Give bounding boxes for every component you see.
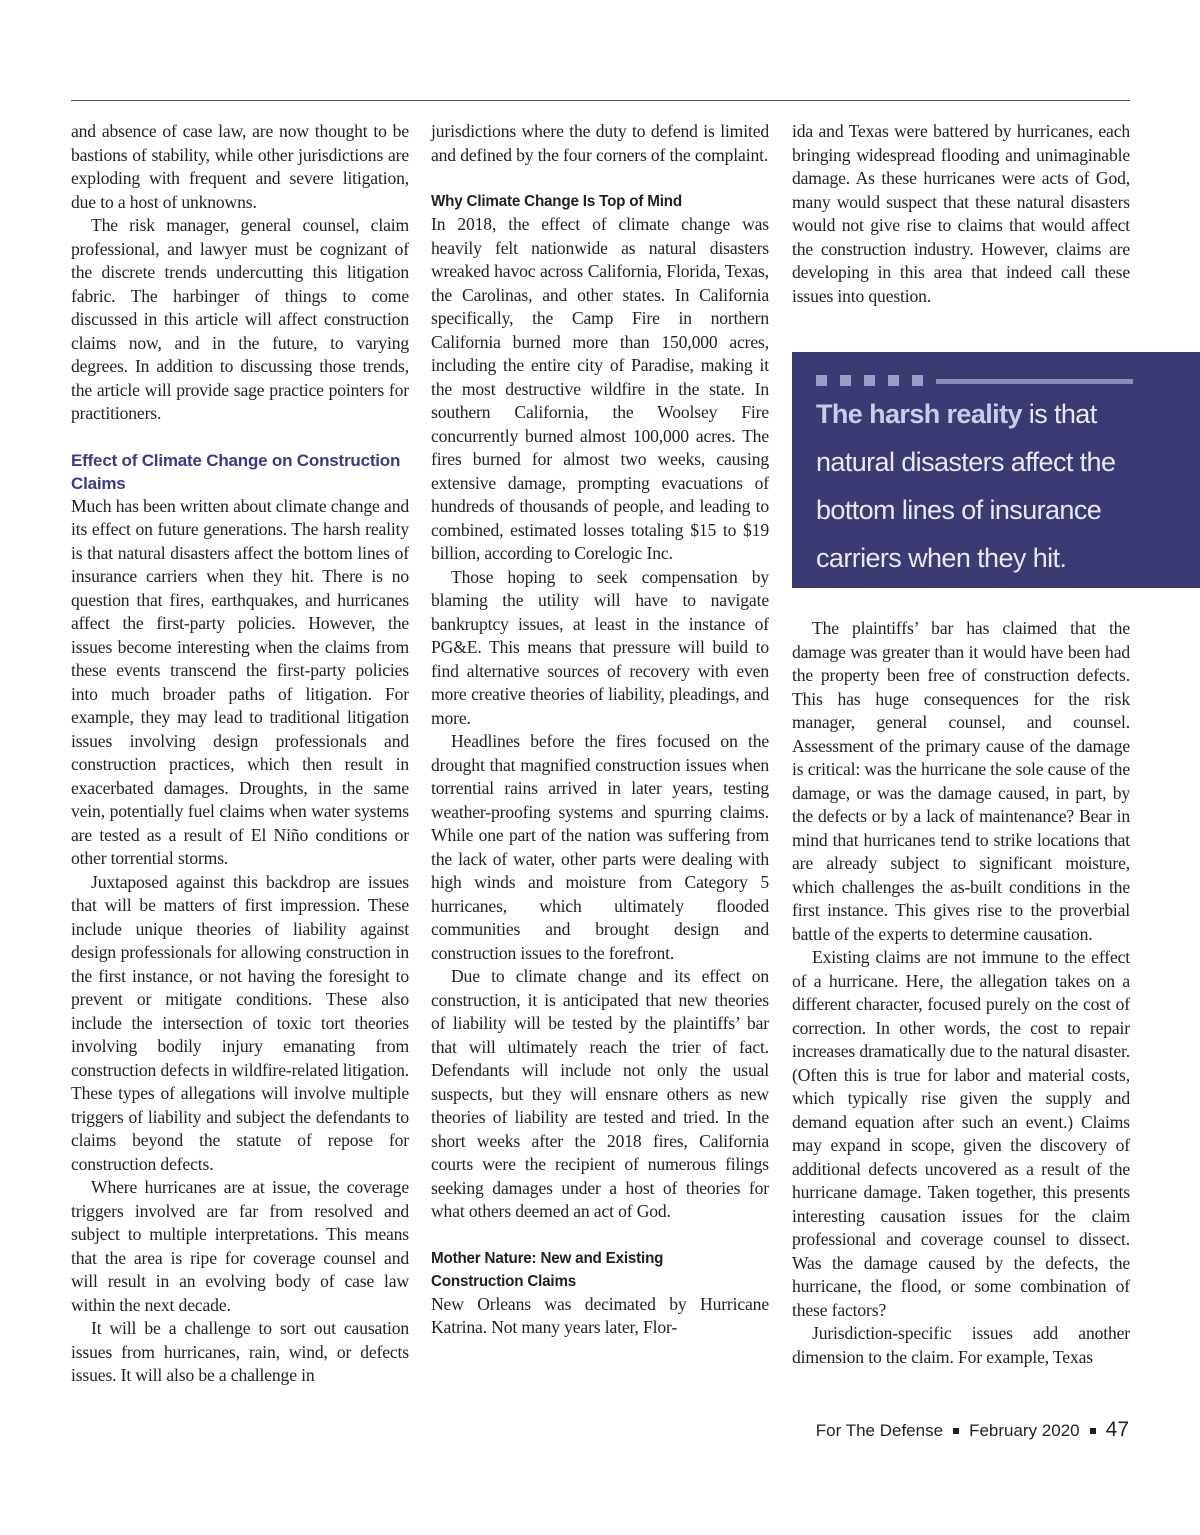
paragraph: Jurisdiction-specific issues add another dimension to the claim. For example, Texas [792,1323,1130,1367]
paragraph: Juxtaposed against this backdrop are issues that will be matters of first impression. These include unique theories of liability against design professionals for allowing construction in the first instance, or not having the foresight to prevent or mitigate conditions. These also include the intersection of toxic tort theories involving bodily injury emanating from construction defects in wildfire-related litigation. These types of allegations will involve multiple triggers of liability and subject the defendants to claims beyond the statute of repose for construction defects. [71,871,409,1174]
column-2 [431,120,769,1340]
paragraph: Existing claims are not immune to the effect of a hurricane. Here, the allegation takes on a different character, focused purely on the cost of correction. In other words, the cost to repair increases dramatically due to the natural disaster. (Often this is true for labor and material costs, which typically rise given the supply and demand equation after such an event.) Claims may expand in scope, given the discovery of additional defects uncovered as a result of the hurricane damage. Taken together, this presents interesting causation issues for the claim professional and coverage counsel to dissect. Was the damage caused by the defects, the hurricane, the flood, or some combination of these factors? [792,947,1130,1320]
paragraph: and absence of case law, are now thought to be bastions of stability, while other jurisdictions are exploding with frequent and severe litigation, due to a host of unknowns. [71,121,409,212]
top-rule [71,100,1130,101]
paragraph: ida and Texas were battered by hurricanes, each bringing widespread flooding and unimaginable damage. As these hurricanes were acts of God, many would suspect that these natural disasters would not give rise to claims that would affect the construction industry. However, claims are developing in this area that indeed call these issues into question. [792,121,1130,306]
pull-quote [792,352,1200,588]
paragraph: Due to climate change and its effect on construction, it is anticipated that new theories of liability will be tested by the plaintiffs’ bar that will ultimately reach the trier of fact. Defendants will include not only the usual suspects, but they will ensnare others as new theories of liability are tested and tried. In the short weeks after the 2018 fires, California courts were the recipient of numerous filings seeking damages under a host of theories for what others deemed an act of God. [431,966,769,1221]
paragraph: Headlines before the fires focused on the drought that magnified construction issues when torrential rains arrived in later years, testing weather-proofing systems and spurring claims. While one part of the nation was suffering from the lack of water, other parts were dealing with high winds and moisture from Category 5 hurricanes, which ultimately flooded communities and brought design and construction issues to the forefront. [431,731,769,963]
paragraph: New Orleans was decimated by Hurricane Katrina. Not many years later, Flor- [431,1293,769,1337]
paragraph: Those hoping to seek compensation by blaming the utility will have to navigate bankruptcy issues, at least in the instance of PG&E. This means that pressure will build to find alternative sources of recovery with even more creative theories of liability, pleadings, and more. [431,566,769,728]
pull-quote-emphasis: The harsh reality [816,399,1022,429]
pull-quote-body: is that natural disasters affect the bottom lines of insurance carriers when they hit. [816,399,1116,573]
paragraph: It will be a challenge to sort out causation issues from hurricanes, rain, wind, or defects issues. It will also be a challenge in [71,1318,409,1385]
bullet-square-icon [953,1428,959,1434]
paragraph: Where hurricanes are at issue, the coverage triggers involved are far from resolved and subject to multiple interpretations. This means that the area is ripe for coverage counsel and will result in an evolving body of case law within the next decade. [71,1177,409,1315]
ornament-square [840,375,851,386]
ornament-square [864,375,875,386]
ornament-line [936,379,1133,384]
ornament-square [816,375,827,386]
page-number: 47 [1105,1418,1129,1441]
paragraph: jurisdictions where the duty to defend is limited and defined by the four corners of the complaint. [431,121,769,165]
pull-quote-text [816,390,1156,582]
column-3-continued [792,617,1130,1369]
bullet-square-icon [1090,1428,1096,1434]
paragraph: The risk manager, general counsel, claim professional, and lawyer must be cognizant of the discrete trends undercutting this litigation fabric. The harbinger of things to come discussed in this article will affect construction claims now, and in the future, to varying degrees. In addition to discussing those trends, the article will provide sage practice pointers for practitioners. [71,215,409,423]
paragraph: The plaintiffs’ bar has claimed that the damage was greater than it would have been had the property been free of construction defects. This has huge consequences for the risk manager, general counsel, and counsel. Assessment of the primary cause of the damage is critical: was the hurricane the sole cause of the damage, or was the damage caused, in part, by the defects or by a lack of maintenance? Bear in mind that hurricanes tend to strike locations that are already subject to significant moisture, which challenges the as-built conditions in the first instance. This gives rise to the proverbial battle of the experts to determine causation. [792,618,1130,944]
section-heading: Why Climate Change Is Top of Mind [431,193,683,210]
section-heading: Effect of Climate Change on Construction Claims [71,450,401,493]
paragraph: In 2018, the effect of climate change was heavily felt nationwide as natural disasters wreaked havoc across California, Florida, Texas, the Carolinas, and other states. In California specifically, the Camp Fire in northern California burned more than 150,000 acres, including the entire city of Paradise, making it the most destructive wildfire in the state. In southern California, the Woolsey Fire concurrently burned almost 100,000 acres. The fires burned for almost two weeks, causing extensive damage, prompting evacuations of hundreds of thousands of people, and leading to combined, estimated losses totaling $15 to $19 billion, according to Corelogic Inc. [431,214,769,563]
column-1 [71,120,409,1388]
paragraph: Much has been written about climate change and its effect on future generations. The harsh reality is that natural disasters affect the bottom lines of insurance carriers when they hit. There is no question that fires, earthquakes, and hurricanes affect the first-party policies. However, the issues become interesting when the claims from these events transcend the first-party policies into much broader paths of litigation. For example, they may lead to traditional litigation issues involving design professionals and construction practices, which then result in exacerbated damages. Droughts, in the same vein, potentially fuel claims when water systems are tested as a result of El Niño conditions or other torrential storms. [71,495,409,868]
page-footer [816,1418,1129,1442]
issue-date: February 2020 [969,1421,1080,1440]
publication-name: For The Defense [815,1421,944,1440]
ornament-square [912,375,923,386]
pull-quote-ornament [816,375,1136,387]
section-heading: Mother Nature: New and Existing Construction Claims [431,1249,664,1290]
ornament-square [888,375,899,386]
column-3 [792,120,1130,308]
